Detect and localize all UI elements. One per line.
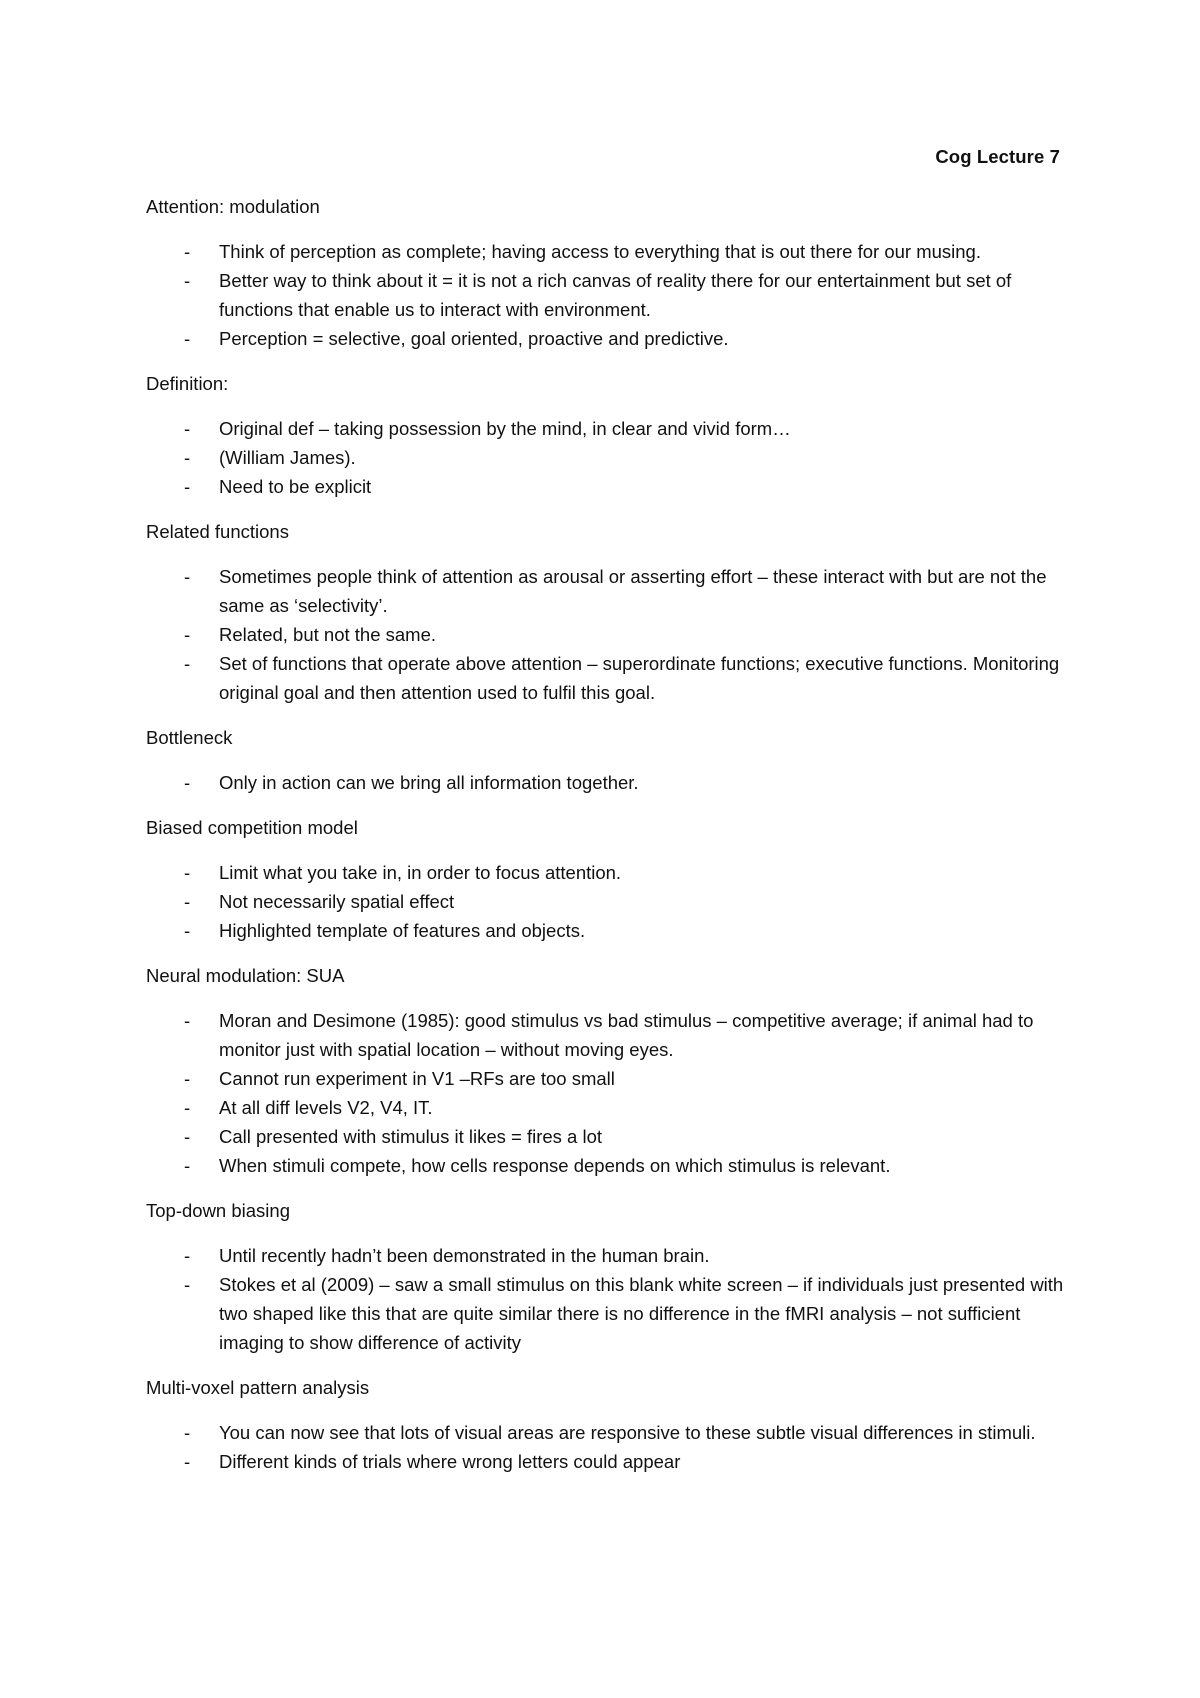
- list-item: - Need to be explicit: [146, 472, 1066, 501]
- list-item: - When stimuli compete, how cells response depends on which stimulus is relevant.: [146, 1151, 1066, 1180]
- dash-bullet: -: [184, 1097, 191, 1118]
- dash-bullet: -: [184, 566, 191, 587]
- list-item: - Cannot run experiment in V1 –RFs are too small: [146, 1064, 1066, 1093]
- list-item: - (William James).: [146, 443, 1066, 472]
- section-attention-modulation: [146, 192, 1066, 353]
- bullet-list: [146, 414, 1066, 501]
- list-item: - You can now see that lots of visual areas are responsive to these subtle visual differences in stimuli.: [146, 1418, 1066, 1447]
- dash-bullet: -: [184, 1422, 191, 1443]
- list-item: - Related, but not the same.: [146, 620, 1066, 649]
- bullet-list: [146, 1241, 1066, 1357]
- dash-bullet: -: [184, 1274, 191, 1295]
- section-heading: Related functions: [146, 521, 289, 542]
- section-heading: Bottleneck: [146, 727, 233, 748]
- section-heading: Definition:: [146, 373, 229, 394]
- dash-bullet: -: [184, 328, 191, 349]
- list-item: - Stokes et al (2009) – saw a small stimulus on this blank white screen – if individuals just presented with two shaped like this that are quite similar there is no difference in the fMRI analysis – not sufficient imaging to show difference of activity: [146, 1270, 1066, 1357]
- list-item: - Until recently hadn’t been demonstrated in the human brain.: [146, 1241, 1066, 1270]
- dash-bullet: -: [184, 891, 191, 912]
- document-title: Cog Lecture 7: [935, 146, 1060, 167]
- dash-bullet: -: [184, 447, 191, 468]
- section-mvpa: [146, 1373, 1066, 1476]
- bullet-list: [146, 237, 1066, 353]
- bullet-list: [146, 1418, 1066, 1476]
- list-item: - Set of functions that operate above attention – superordinate functions; executive functions. Monitoring original goal and then attention used to fulfil this goal.: [146, 649, 1066, 707]
- dash-bullet: -: [184, 653, 191, 674]
- dash-bullet: -: [184, 1010, 191, 1031]
- section-related-functions: [146, 517, 1066, 707]
- list-item: - Original def – taking possession by the mind, in clear and vivid form…: [146, 414, 1066, 443]
- dash-bullet: -: [184, 241, 191, 262]
- dash-bullet: -: [184, 862, 191, 883]
- dash-bullet: -: [184, 270, 191, 291]
- list-item: - Sometimes people think of attention as arousal or asserting effort – these interact with but are not the same as ‘selectivity’.: [146, 562, 1066, 620]
- list-item: - Think of perception as complete; having access to everything that is out there for our musing.: [146, 237, 1066, 266]
- list-item: - Different kinds of trials where wrong letters could appear: [146, 1447, 1066, 1476]
- dash-bullet: -: [184, 1245, 191, 1266]
- list-item: - Not necessarily spatial effect: [146, 887, 1066, 916]
- bullet-list: [146, 768, 1066, 797]
- dash-bullet: -: [184, 476, 191, 497]
- section-heading: Top-down biasing: [146, 1200, 290, 1221]
- list-item: - At all diff levels V2, V4, IT.: [146, 1093, 1066, 1122]
- section-top-down-biasing: [146, 1196, 1066, 1357]
- section-neural-modulation: [146, 961, 1066, 1180]
- list-item: - Moran and Desimone (1985): good stimulus vs bad stimulus – competitive average; if animal had to monitor just with spatial location – without moving eyes.: [146, 1006, 1066, 1064]
- section-heading: Attention: modulation: [146, 196, 320, 217]
- section-heading: Neural modulation: SUA: [146, 965, 345, 986]
- dash-bullet: -: [184, 418, 191, 439]
- list-item: - Limit what you take in, in order to focus attention.: [146, 858, 1066, 887]
- list-item: - Highlighted template of features and objects.: [146, 916, 1066, 945]
- dash-bullet: -: [184, 1451, 191, 1472]
- bullet-list: [146, 562, 1066, 707]
- list-item: - Perception = selective, goal oriented, proactive and predictive.: [146, 324, 1066, 353]
- section-bottleneck: [146, 723, 1066, 797]
- dash-bullet: -: [184, 920, 191, 941]
- dash-bullet: -: [184, 1126, 191, 1147]
- bullet-list: [146, 858, 1066, 945]
- dash-bullet: -: [184, 772, 191, 793]
- dash-bullet: -: [184, 1068, 191, 1089]
- list-item: - Better way to think about it = it is not a rich canvas of reality there for our entertainment but set of functions that enable us to interact with environment.: [146, 266, 1066, 324]
- list-item: - Call presented with stimulus it likes = fires a lot: [146, 1122, 1066, 1151]
- section-heading: Multi-voxel pattern analysis: [146, 1377, 370, 1398]
- section-heading: Biased competition model: [146, 817, 358, 838]
- section-definition: [146, 369, 1066, 501]
- dash-bullet: -: [184, 624, 191, 645]
- list-item: - Only in action can we bring all information together.: [146, 768, 1066, 797]
- document-body: [146, 192, 1066, 1492]
- bullet-list: [146, 1006, 1066, 1180]
- section-biased-competition: [146, 813, 1066, 945]
- dash-bullet: -: [184, 1155, 191, 1176]
